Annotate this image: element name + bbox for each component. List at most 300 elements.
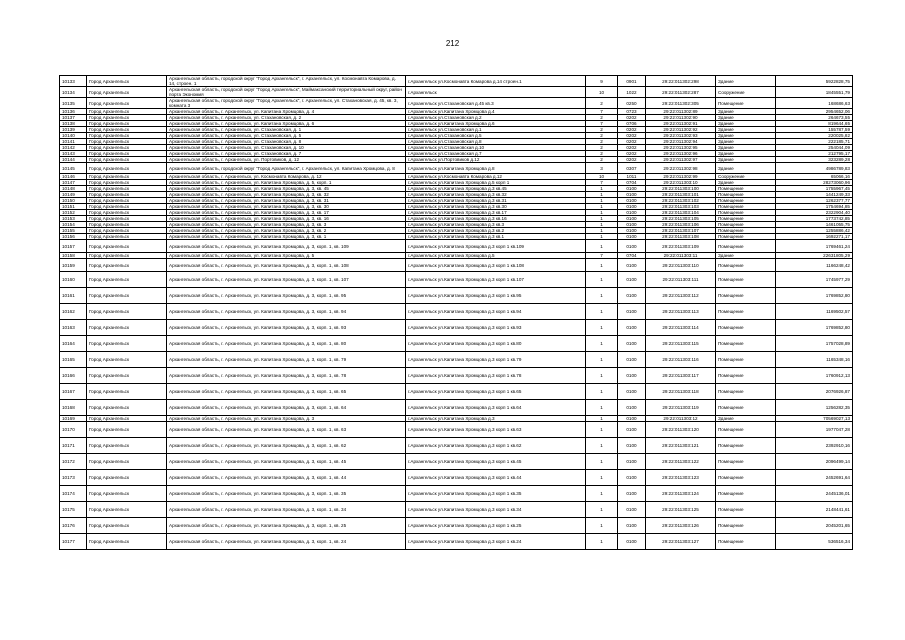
- object-type-cell: Помещение: [716, 304, 776, 320]
- cadastral-value-cell: 536516,34: [776, 534, 853, 550]
- municipality-cell: Город Архангельск: [87, 145, 167, 151]
- row-number-cell: 10143: [60, 151, 87, 157]
- object-type-cell: Помещение: [716, 400, 776, 416]
- cadastral-value-cell: 1262377,77: [776, 198, 853, 204]
- cadastral-number-cell: 29:22:011302:89: [646, 109, 716, 115]
- short-address-cell: г.Архангельск ул.Капитана Хромцова д.3 кв.30: [406, 204, 586, 210]
- full-address-cell: Архангельская область, г. Архангельск, ул. Капитана Хромцова, д. 3, корп. 1, кв. 94: [167, 304, 406, 320]
- area-code-cell: 1: [586, 518, 618, 534]
- short-address-cell: г.Архангельск ул.Капитана Хромцова д.3 кв.45: [406, 186, 586, 192]
- use-code-cell: 0100: [618, 454, 646, 470]
- cadastral-number-cell: 29:22:011302:91: [646, 121, 716, 127]
- row-number-cell: 10151: [60, 204, 87, 210]
- cadastral-value-cell: 2954652,06: [776, 109, 853, 115]
- full-address-cell: Архангельская область, г. Архангельск, ул. Капитана Хромцова, д. 3, корп. 1, кв. 108: [167, 259, 406, 272]
- row-number-cell: 10136: [60, 109, 87, 115]
- row-number-cell: 10176: [60, 518, 87, 534]
- object-type-cell: Здание: [716, 180, 776, 186]
- row-number-cell: 10152: [60, 210, 87, 216]
- object-type-cell: Помещение: [716, 518, 776, 534]
- use-code-cell: 1022: [618, 87, 646, 98]
- cadastral-number-cell: 29:22:011303:103: [646, 204, 716, 210]
- cadastral-number-cell: 29:22:011303:106: [646, 222, 716, 228]
- cadastral-value-cell: 155787,59: [776, 127, 853, 133]
- row-number-cell: 10172: [60, 454, 87, 470]
- table-row: [60, 98, 853, 109]
- object-type-cell: Здание: [716, 139, 776, 145]
- full-address-cell: Архангельская область, г. Архангельск, ул. Капитана Хромцова, д. 3, корп. 1, кв. 79: [167, 352, 406, 368]
- table-row: [60, 186, 853, 192]
- cadastral-number-cell: 29:22:011303:126: [646, 518, 716, 534]
- row-number-cell: 10157: [60, 240, 87, 253]
- cadastral-number-cell: 29:22:011302:99: [646, 174, 716, 180]
- row-number-cell: 10138: [60, 121, 87, 127]
- object-type-cell: Помещение: [716, 259, 776, 272]
- row-number-cell: 10144: [60, 157, 87, 163]
- cadastral-value-cell: 1165348,16: [776, 352, 853, 368]
- municipality-cell: Город Архангельск: [87, 272, 167, 288]
- object-type-cell: Здание: [716, 163, 776, 174]
- cadastral-number-cell: 29:22:011303:10: [646, 180, 716, 186]
- cadastral-value-cell: 1169502,57: [776, 304, 853, 320]
- cadastral-value-cell: 1769461,24: [776, 240, 853, 253]
- row-number-cell: 10146: [60, 174, 87, 180]
- municipality-cell: Город Архангельск: [87, 210, 167, 216]
- cadastral-number-cell: 29:22:011303:119: [646, 400, 716, 416]
- full-address-cell: Архангельская область, городской округ "Город Архангельск", г. Архангельск, ул. Космонавта Комарова, д. 14, строен. 1: [167, 76, 406, 87]
- cadastral-value-cell: 168686,63: [776, 98, 853, 109]
- full-address-cell: Архангельская область, г. Архангельск, ул. Стахановская, д. 2: [167, 115, 406, 121]
- table-row: [60, 210, 853, 216]
- table-row: [60, 384, 853, 400]
- object-type-cell: Помещение: [716, 240, 776, 253]
- full-address-cell: Архангельская область, г. Архангельск, ул. Капитана Хромцова, д. 3, корп. 1, кв. 24: [167, 534, 406, 550]
- cadastral-value-cell: 1255886,42: [776, 228, 853, 234]
- table-body: [60, 76, 853, 550]
- use-code-cell: 0100: [618, 368, 646, 384]
- short-address-cell: г.Архангельск ул.Капитана Хромцова д.3 корп 1 кв.79: [406, 352, 586, 368]
- full-address-cell: Архангельская область, г. Архангельск, ул. Капитана Хромцова, д. 3, корп. 1, кв. 95: [167, 288, 406, 304]
- use-code-cell: 0723: [618, 109, 646, 115]
- municipality-cell: Город Архангельск: [87, 259, 167, 272]
- use-code-cell: 0100: [618, 272, 646, 288]
- area-code-cell: 1: [586, 288, 618, 304]
- cadastral-value-cell: 1760912,13: [776, 368, 853, 384]
- full-address-cell: Архангельская область, г. Архангельск, ул. Капитана Хромцова, д. 3, кв. 2: [167, 228, 406, 234]
- cadastral-number-cell: 29:22:011303:127: [646, 534, 716, 550]
- use-code-cell: 1011: [618, 174, 646, 180]
- use-code-cell: 0704: [618, 180, 646, 186]
- municipality-cell: Город Архангельск: [87, 180, 167, 186]
- municipality-cell: Город Архангельск: [87, 222, 167, 228]
- cadastral-number-cell: 29:22:011303:104: [646, 210, 716, 216]
- cadastral-value-cell: 1769852,80: [776, 288, 853, 304]
- full-address-cell: Архангельская область, г. Архангельск, ул. Капитана Хромцова, д. 3, корп. 1, кв. 65: [167, 384, 406, 400]
- cadastral-number-cell: 29:22:011303:122: [646, 454, 716, 470]
- cadastral-number-cell: 29:22:011303:123: [646, 470, 716, 486]
- row-number-cell: 10170: [60, 422, 87, 438]
- row-number-cell: 10139: [60, 127, 87, 133]
- cadastral-value-cell: 212795,17: [776, 151, 853, 157]
- use-code-cell: 0100: [618, 400, 646, 416]
- short-address-cell: г.Архангельск ул.Капитана Хромцова д.3 кв.17: [406, 210, 586, 216]
- row-number-cell: 10147: [60, 180, 87, 186]
- cadastral-number-cell: 29:22:011303:100: [646, 186, 716, 192]
- municipality-cell: Город Архангельск: [87, 192, 167, 198]
- municipality-cell: Город Архангельск: [87, 234, 167, 240]
- area-code-cell: 1: [586, 234, 618, 240]
- object-type-cell: Помещение: [716, 470, 776, 486]
- short-address-cell: г.Архангельск ул.Стахановская д.45 кв.3: [406, 98, 586, 109]
- use-code-cell: 0307: [618, 163, 646, 174]
- table-row: [60, 336, 853, 352]
- use-code-cell: 0100: [618, 416, 646, 422]
- row-number-cell: 10173: [60, 470, 87, 486]
- table-row: [60, 288, 853, 304]
- full-address-cell: Архангельская область, г. Архангельск, ул. Капитана Хромцова, д. 6: [167, 121, 406, 127]
- table-row: [60, 109, 853, 115]
- short-address-cell: г.Архангельск ул.Стахановская д.5: [406, 133, 586, 139]
- object-type-cell: Здание: [716, 121, 776, 127]
- short-address-cell: г.Архангельск ул.Капитана Хромцова д.3 корп 1 кв.24: [406, 534, 586, 550]
- cadastral-number-cell: 29:22:011303:12: [646, 416, 716, 422]
- short-address-cell: г.Архангельск ул.Капитана Хромцова д.3 корп 1 кв.95: [406, 288, 586, 304]
- municipality-cell: Город Архангельск: [87, 87, 167, 98]
- table-row: [60, 192, 853, 198]
- cadastral-number-cell: 29:22:011303:107: [646, 228, 716, 234]
- full-address-cell: Архангельская область, г. Архангельск, ул. Портовиков, д. 12: [167, 157, 406, 163]
- table-row: [60, 157, 853, 163]
- cadastral-value-cell: 5922828,75: [776, 76, 853, 87]
- municipality-cell: Город Архангельск: [87, 133, 167, 139]
- short-address-cell: г.Архангельск ул.Капитана Хромцова д.3 кв.16: [406, 216, 586, 222]
- row-number-cell: 10162: [60, 304, 87, 320]
- use-code-cell: 0100: [618, 470, 646, 486]
- area-code-cell: 7: [586, 180, 618, 186]
- object-type-cell: Помещение: [716, 222, 776, 228]
- table-row: [60, 204, 853, 210]
- object-type-cell: Здание: [716, 109, 776, 115]
- full-address-cell: Архангельская область, г. Архангельск, ул. Капитана Хромцова, д. 3, корп. 1, кв. 78: [167, 368, 406, 384]
- object-type-cell: Сооружение: [716, 87, 776, 98]
- municipality-cell: Город Архангельск: [87, 139, 167, 145]
- area-code-cell: 2: [586, 139, 618, 145]
- row-number-cell: 10150: [60, 198, 87, 204]
- area-code-cell: 7: [586, 253, 618, 259]
- use-code-cell: 0100: [618, 352, 646, 368]
- municipality-cell: Город Архангельск: [87, 121, 167, 127]
- cadastral-number-cell: 29:22:011302:305: [646, 98, 716, 109]
- use-code-cell: 0202: [618, 115, 646, 121]
- short-address-cell: г.Архангельск ул.Капитана Хромцова д.3 корп 1 кв.108: [406, 259, 586, 272]
- cadastral-value-cell: 2322904,40: [776, 210, 853, 216]
- short-address-cell: г.Архангельск ул.Капитана Хромцова д.3 корп 1 кв.64: [406, 400, 586, 416]
- area-code-cell: 1: [586, 192, 618, 198]
- area-code-cell: 1: [586, 204, 618, 210]
- row-number-cell: 10149: [60, 192, 87, 198]
- area-code-cell: 1: [586, 352, 618, 368]
- full-address-cell: Архангельская область, городской округ "Город Архангельск", г. Архангельск, ул. Стахановская, д. 45, кв. 3, комната 3: [167, 98, 406, 109]
- cadastral-value-cell: 1755967,45: [776, 186, 853, 192]
- area-code-cell: 1: [586, 422, 618, 438]
- cadastral-value-cell: 1845551,79: [776, 87, 853, 98]
- object-type-cell: Помещение: [716, 384, 776, 400]
- cadastral-number-cell: 29:22:011303:113: [646, 304, 716, 320]
- area-code-cell: 7: [586, 109, 618, 115]
- full-address-cell: Архангельская область, г. Архангельск, ул. Капитана Хромцова, д. 5: [167, 253, 406, 259]
- table-row: [60, 163, 853, 174]
- use-code-cell: 0202: [618, 145, 646, 151]
- area-code-cell: 3: [586, 163, 618, 174]
- use-code-cell: 0100: [618, 518, 646, 534]
- municipality-cell: Город Архангельск: [87, 470, 167, 486]
- full-address-cell: Архангельская область, г. Архангельск, ул. Капитана Хромцова, д. 3, корп. 1, кв. 62: [167, 438, 406, 454]
- cadastral-number-cell: 29:22:011302:94: [646, 139, 716, 145]
- full-address-cell: Архангельская область, г. Архангельск, ул. Капитана Хромцова, д. 3, корп. 1, кв. 109: [167, 240, 406, 253]
- table-row: [60, 121, 853, 127]
- use-code-cell: 0100: [618, 259, 646, 272]
- area-code-cell: 1: [586, 502, 618, 518]
- cadastral-number-cell: 29:22:011303:112: [646, 288, 716, 304]
- object-type-cell: Помещение: [716, 486, 776, 502]
- cadastral-value-cell: 22631805,29: [776, 253, 853, 259]
- use-code-cell: 0901: [618, 76, 646, 87]
- full-address-cell: Архангельская область, г. Архангельск, ул. Капитана Хромцова, д. 3, корп. 1, кв. 64: [167, 400, 406, 416]
- use-code-cell: 0100: [618, 304, 646, 320]
- row-number-cell: 10134: [60, 87, 87, 98]
- cadastral-value-cell: 1977047,28: [776, 422, 853, 438]
- full-address-cell: Архангельская область, г. Архангельск, ул. Капитана Хромцова, д. 3, корп. 1, кв. 45: [167, 454, 406, 470]
- use-code-cell: 0100: [618, 384, 646, 400]
- area-code-cell: 1: [586, 186, 618, 192]
- area-code-cell: 1: [586, 272, 618, 288]
- short-address-cell: г.Архангельск: [406, 87, 586, 98]
- use-code-cell: 0100: [618, 192, 646, 198]
- row-number-cell: 10169: [60, 416, 87, 422]
- object-type-cell: Помещение: [716, 288, 776, 304]
- row-number-cell: 10148: [60, 186, 87, 192]
- use-code-cell: 0100: [618, 210, 646, 216]
- table-row: [60, 486, 853, 502]
- short-address-cell: г.Архангельск ул.Капитана Хромцова д.3 корп 1 кв.80: [406, 336, 586, 352]
- cadastral-register-table: [59, 75, 853, 550]
- row-number-cell: 10166: [60, 368, 87, 384]
- object-type-cell: Помещение: [716, 98, 776, 109]
- short-address-cell: г.Архангельск ул.Капитана Хромцова д.3 кв.3: [406, 222, 586, 228]
- municipality-cell: Город Архангельск: [87, 186, 167, 192]
- table-row: [60, 534, 853, 550]
- table-row: [60, 234, 853, 240]
- cadastral-number-cell: 29:22:011303:102: [646, 198, 716, 204]
- area-code-cell: 9: [586, 76, 618, 87]
- municipality-cell: Город Архангельск: [87, 157, 167, 163]
- municipality-cell: Город Архангельск: [87, 253, 167, 259]
- object-type-cell: Помещение: [716, 210, 776, 216]
- object-type-cell: Помещение: [716, 216, 776, 222]
- cadastral-number-cell: 29:22:011303:111: [646, 272, 716, 288]
- short-address-cell: г.Архангельск ул.Капитана Хромцова д.3 корп 1 кв.65: [406, 384, 586, 400]
- row-number-cell: 10155: [60, 228, 87, 234]
- cadastral-number-cell: 29:22:011302:95: [646, 145, 716, 151]
- short-address-cell: г.Архангельск ул.Космонавта Комарова д.14 строен.1: [406, 76, 586, 87]
- full-address-cell: Архангельская область, г. Архангельск, ул. Стахановская, д. 8: [167, 139, 406, 145]
- short-address-cell: г.Архангельск ул.Капитана Хромцова д.3 корп 1 кв.34: [406, 502, 586, 518]
- short-address-cell: г.Архангельск ул.Капитана Хромцова д.5: [406, 253, 586, 259]
- cadastral-number-cell: 29:22:011302:93: [646, 133, 716, 139]
- row-number-cell: 10167: [60, 384, 87, 400]
- municipality-cell: Город Архангельск: [87, 384, 167, 400]
- short-address-cell: г.Архангельск ул.Стахановская д.10: [406, 145, 586, 151]
- use-code-cell: 0202: [618, 139, 646, 145]
- cadastral-value-cell: 323289,28: [776, 157, 853, 163]
- cadastral-value-cell: 1754694,85: [776, 204, 853, 210]
- table-row: [60, 368, 853, 384]
- short-address-cell: г.Архангельск ул.Стахановская д.1: [406, 127, 586, 133]
- full-address-cell: Архангельская область, г. Архангельск, ул. Стахановская, д. 10: [167, 145, 406, 151]
- cadastral-number-cell: 29:22:011303:124: [646, 486, 716, 502]
- area-code-cell: 1: [586, 368, 618, 384]
- object-type-cell: Помещение: [716, 336, 776, 352]
- municipality-cell: Город Архангельск: [87, 115, 167, 121]
- table-row: [60, 438, 853, 454]
- area-code-cell: 1: [586, 228, 618, 234]
- cadastral-value-cell: 264673,55: [776, 115, 853, 121]
- row-number-cell: 10164: [60, 336, 87, 352]
- municipality-cell: Город Архангельск: [87, 454, 167, 470]
- municipality-cell: Город Архангельск: [87, 502, 167, 518]
- object-type-cell: Здание: [716, 76, 776, 87]
- full-address-cell: Архангельская область, г. Архангельск, ул. Капитана Хромцова, д. 5, корп. 1: [167, 180, 406, 186]
- row-number-cell: 10171: [60, 438, 87, 454]
- short-address-cell: г.Архангельск ул.Капитана Хромцова д.3 корп 1 кв.45: [406, 454, 586, 470]
- table-row: [60, 216, 853, 222]
- full-address-cell: Архангельская область, городской округ "Город Архангельск", Маймаксанский территориальный округ, район порта Экономия: [167, 87, 406, 98]
- full-address-cell: Архангельская область, г. Архангельск, ул. Капитана Хромцова, д. 3, корп. 1, кв. 80: [167, 336, 406, 352]
- use-code-cell: 0100: [618, 204, 646, 210]
- short-address-cell: г.Архангельск ул.Портовиков д.12: [406, 157, 586, 163]
- cadastral-value-cell: 254044,09: [776, 145, 853, 151]
- object-type-cell: Помещение: [716, 204, 776, 210]
- cadastral-value-cell: 2076926,87: [776, 384, 853, 400]
- area-code-cell: 1: [586, 198, 618, 204]
- cadastral-value-cell: 2096499,14: [776, 454, 853, 470]
- short-address-cell: г.Архангельск ул.Стахановская д.7: [406, 151, 586, 157]
- cadastral-value-cell: 222185,71: [776, 139, 853, 145]
- municipality-cell: Город Архангельск: [87, 204, 167, 210]
- table-row: [60, 76, 853, 87]
- cadastral-value-cell: 1773742,85: [776, 216, 853, 222]
- cadastral-value-cell: 2452691,64: [776, 470, 853, 486]
- area-code-cell: 2: [586, 157, 618, 163]
- full-address-cell: Архангельская область, г. Архангельск, ул. Капитана Хромцова, д. 3, кв. 30: [167, 204, 406, 210]
- row-number-cell: 10145: [60, 163, 87, 174]
- area-code-cell: 2: [586, 115, 618, 121]
- use-code-cell: 0250: [618, 98, 646, 109]
- use-code-cell: 0100: [618, 336, 646, 352]
- full-address-cell: Архангельская область, г. Архангельск, ул. Стахановская, д. 7: [167, 151, 406, 157]
- cadastral-number-cell: 29:22:011302:98: [646, 163, 716, 174]
- short-address-cell: г.Архангельск ул.Капитана Хромцова д.3 корп 1 кв.109: [406, 240, 586, 253]
- short-address-cell: г.Архангельск ул.Космонавта Комарова д.12: [406, 174, 586, 180]
- use-code-cell: 0100: [618, 438, 646, 454]
- cadastral-value-cell: 1256282,35: [776, 400, 853, 416]
- municipality-cell: Город Архангельск: [87, 352, 167, 368]
- municipality-cell: Город Архангельск: [87, 174, 167, 180]
- area-code-cell: 1: [586, 240, 618, 253]
- object-type-cell: Здание: [716, 127, 776, 133]
- use-code-cell: 0202: [618, 151, 646, 157]
- area-code-cell: 2: [586, 145, 618, 151]
- area-code-cell: 1: [586, 400, 618, 416]
- full-address-cell: Архангельская область, городской округ "Город Архангельск", г. Архангельск, ул. Капитана Хромцова, д. 8: [167, 163, 406, 174]
- municipality-cell: Город Архангельск: [87, 151, 167, 157]
- short-address-cell: г.Архангельск ул.Капитана Хромцова д.3: [406, 416, 586, 422]
- row-number-cell: 10159: [60, 259, 87, 272]
- cadastral-number-cell: 29:22:011303:121: [646, 438, 716, 454]
- full-address-cell: Архангельская область, г. Архангельск, ул. Капитана Хромцова, д. 3, кв. 31: [167, 198, 406, 204]
- municipality-cell: Город Архангельск: [87, 127, 167, 133]
- full-address-cell: Архангельская область, г. Архангельск, ул. Капитана Хромцова, д. 3, кв. 17: [167, 210, 406, 216]
- object-type-cell: Помещение: [716, 272, 776, 288]
- area-code-cell: 1: [586, 384, 618, 400]
- full-address-cell: Архангельская область, г. Архангельск, ул. Капитана Хромцова, д. 4: [167, 109, 406, 115]
- cadastral-value-cell: 2148441,61: [776, 502, 853, 518]
- object-type-cell: Здание: [716, 133, 776, 139]
- row-number-cell: 10133: [60, 76, 87, 87]
- object-type-cell: Помещение: [716, 502, 776, 518]
- cadastral-value-cell: 1745977,29: [776, 272, 853, 288]
- object-type-cell: Помещение: [716, 320, 776, 336]
- municipality-cell: Город Архангельск: [87, 336, 167, 352]
- row-number-cell: 10163: [60, 320, 87, 336]
- municipality-cell: Город Архангельск: [87, 304, 167, 320]
- object-type-cell: Помещение: [716, 192, 776, 198]
- table-row: [60, 151, 853, 157]
- area-code-cell: 1: [586, 210, 618, 216]
- short-address-cell: г.Архангельск ул.Стахановская д.2: [406, 115, 586, 121]
- cadastral-value-cell: 1757028,89: [776, 336, 853, 352]
- table-row: [60, 115, 853, 121]
- municipality-cell: Город Архангельск: [87, 109, 167, 115]
- object-type-cell: Сооружение: [716, 174, 776, 180]
- full-address-cell: Архангельская область, г. Архангельск, ул. Капитана Хромцова, д. 3, корп. 1, кв. 93: [167, 320, 406, 336]
- short-address-cell: г.Архангельск ул.Капитана Хромцова д.3 корп 1 кв.35: [406, 486, 586, 502]
- table-row: [60, 400, 853, 416]
- full-address-cell: Архангельская область, г. Архангельск, ул. Капитана Хромцова, д. 3, корп. 1, кв. 35: [167, 486, 406, 502]
- cadastral-number-cell: 29:22:011303:109: [646, 240, 716, 253]
- use-code-cell: 0202: [618, 133, 646, 139]
- object-type-cell: Помещение: [716, 368, 776, 384]
- cadastral-value-cell: 1769852,80: [776, 320, 853, 336]
- cadastral-value-cell: 1692271,17: [776, 234, 853, 240]
- full-address-cell: Архангельская область, г. Архангельск, ул. Капитана Хромцова, д. 3: [167, 416, 406, 422]
- full-address-cell: Архангельская область, г. Архангельск, ул. Капитана Хромцова, д. 3, корп. 1, кв. 44: [167, 470, 406, 486]
- object-type-cell: Здание: [716, 416, 776, 422]
- cadastral-number-cell: 29:22:011302:287: [646, 87, 716, 98]
- area-code-cell: 1: [586, 486, 618, 502]
- cadastral-number-cell: 29:22:011303:115: [646, 336, 716, 352]
- cadastral-value-cell: 28273060,96: [776, 180, 853, 186]
- table-row: [60, 352, 853, 368]
- use-code-cell: 0100: [618, 228, 646, 234]
- cadastral-value-cell: 65066,16: [776, 174, 853, 180]
- municipality-cell: Город Архангельск: [87, 216, 167, 222]
- use-code-cell: 0100: [618, 216, 646, 222]
- use-code-cell: 0100: [618, 198, 646, 204]
- row-number-cell: 10156: [60, 234, 87, 240]
- table-row: [60, 228, 853, 234]
- cadastral-number-cell: 29:22:011303:118: [646, 384, 716, 400]
